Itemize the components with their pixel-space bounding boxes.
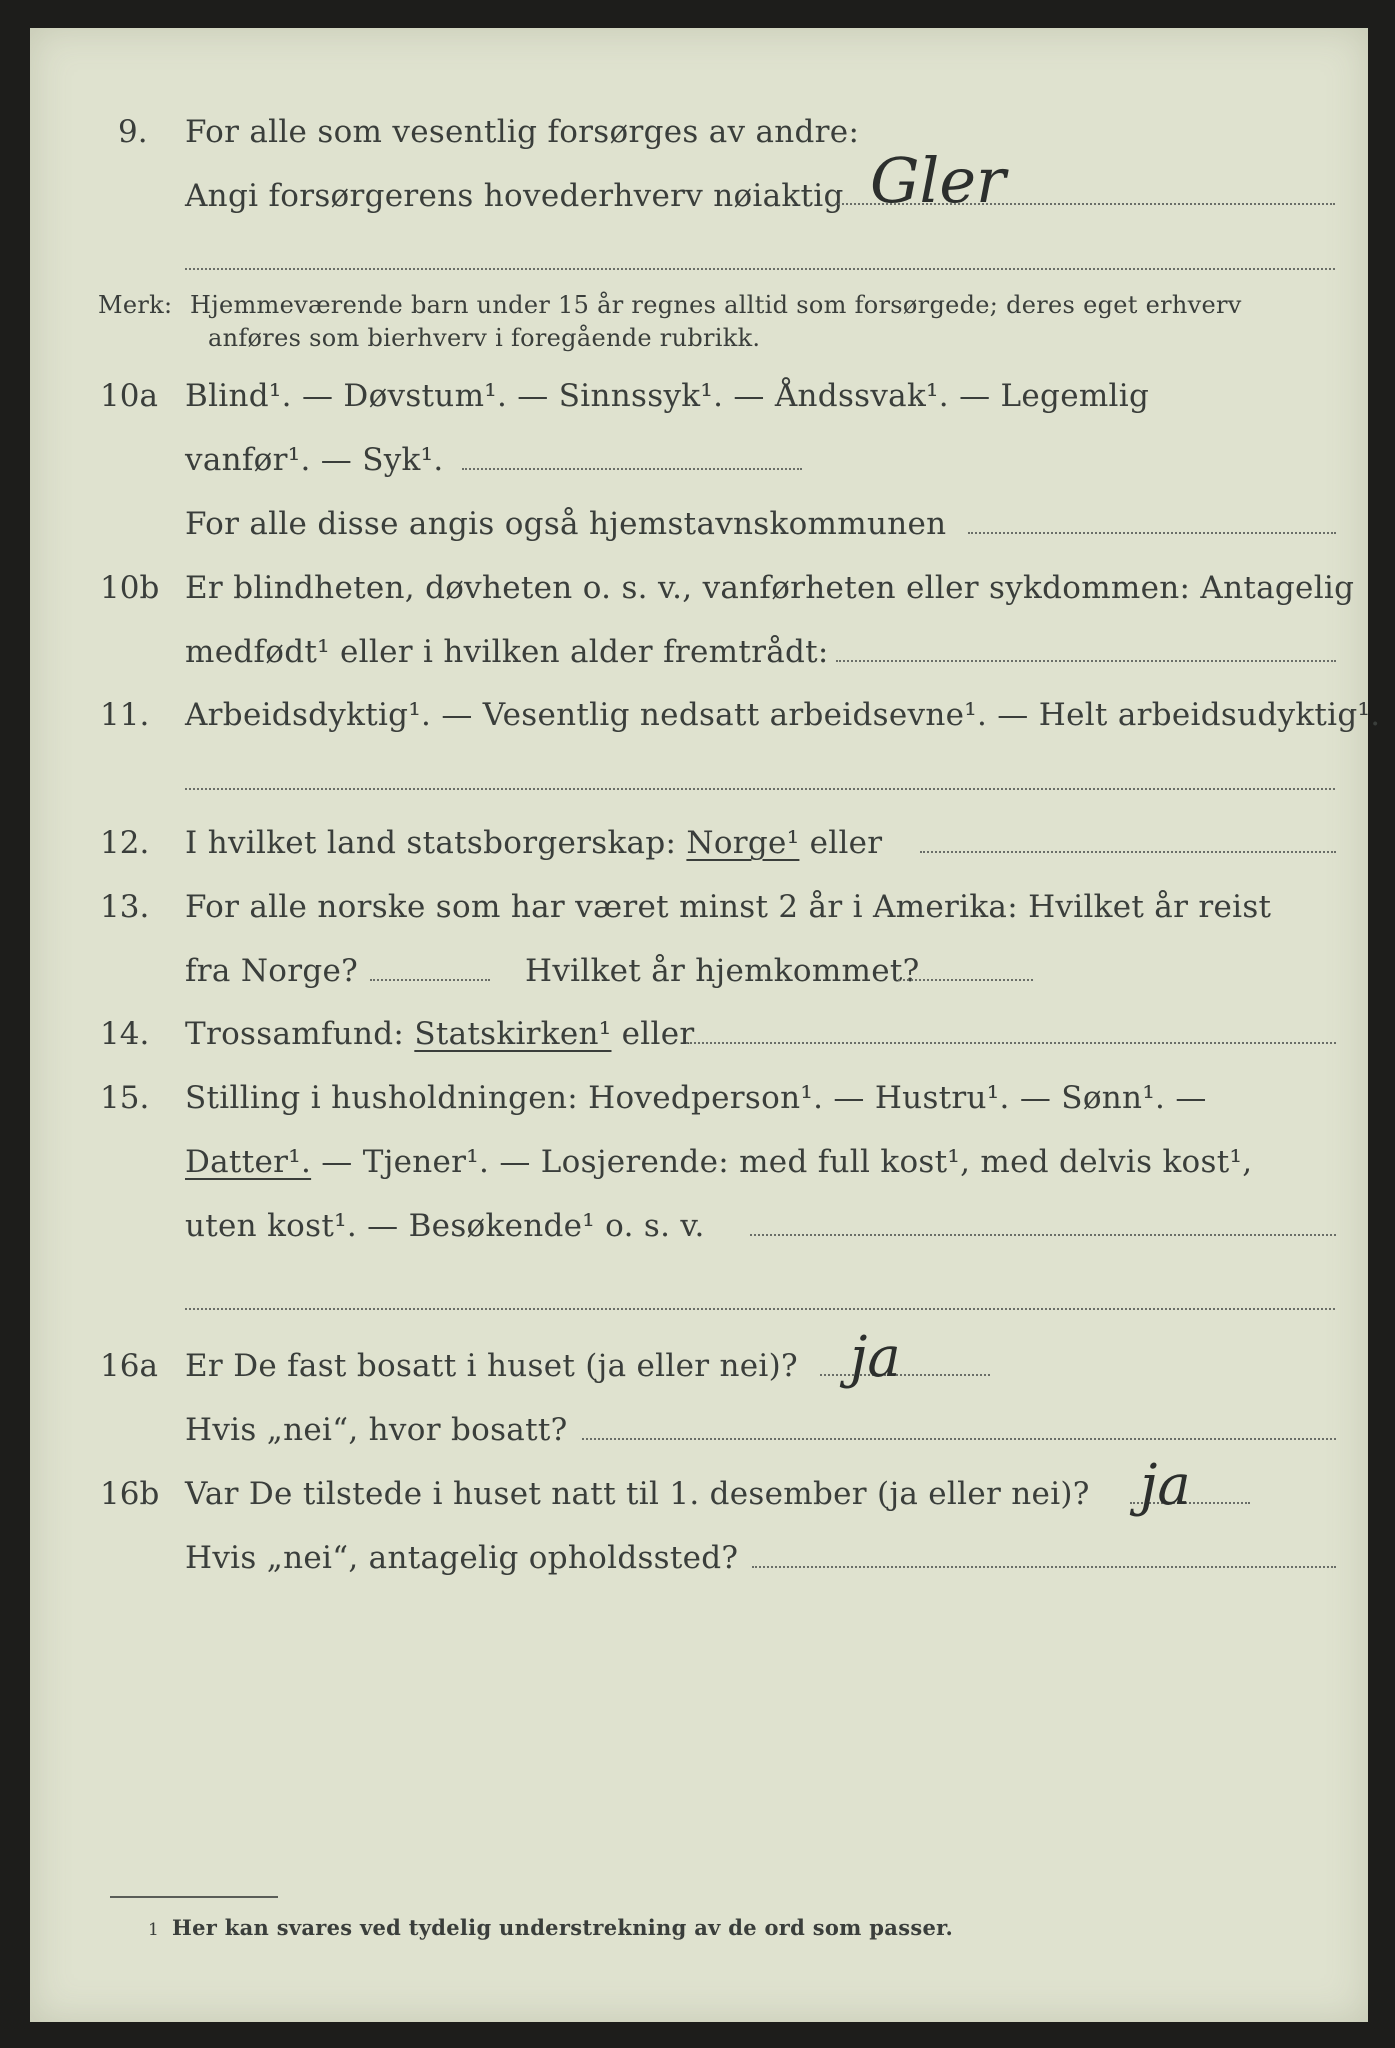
question-13-line-1: For alle norske som har været minst 2 år i Amerika: Hvilket år reist — [185, 889, 1272, 925]
merk-label: Merk: — [98, 291, 173, 319]
question-14-line — [185, 1014, 695, 1054]
answer-line — [686, 1042, 1336, 1044]
question-13-number: 13. — [100, 889, 150, 925]
question-14-prefix: Trossamfund: — [185, 1016, 405, 1052]
question-10b-line-2: medfødt¹ eller i hvilken alder fremtrådt: — [185, 634, 829, 670]
footnote-rule — [110, 1896, 278, 1898]
answer-line — [752, 1566, 1336, 1568]
question-16a-line-1: Er De fast bosatt i huset (ja eller nei)? — [185, 1348, 798, 1384]
answer-line — [185, 788, 1335, 790]
question-11-line-1: Arbeidsdyktig¹. — Vesentlig nedsatt arbeidsevne¹. — Helt arbeidsudyktig¹. — [185, 697, 1381, 733]
question-14-suffix: eller — [621, 1016, 695, 1052]
question-13-line-2b: Hvilket år hjemkommet? — [525, 953, 920, 989]
question-15-line-1: Stilling i husholdningen: Hovedperson¹. — Hustru¹. — Sønn¹. — — [185, 1080, 1207, 1116]
question-12-underlined-answer: Norge¹ — [686, 825, 800, 861]
answer-line — [920, 851, 1336, 853]
merk-line-1: Hjemmeværende barn under 15 år regnes alltid som forsørgede; deres eget erhverv — [190, 291, 1242, 319]
answer-line — [836, 660, 1336, 662]
answer-line — [582, 1438, 1336, 1440]
footnote-mark: 1 — [148, 1920, 160, 1940]
answer-line — [968, 532, 1336, 534]
question-10a-line-3: For alle disse angis også hjemstavnskommunen — [185, 506, 947, 542]
question-16a-line-2: Hvis „nei“, hvor bosatt? — [185, 1412, 568, 1448]
question-11-number: 11. — [100, 697, 150, 733]
question-10b-number: 10b — [100, 570, 160, 606]
answer-line — [462, 468, 802, 470]
question-12-prefix: I hvilket land statsborgerskap: — [185, 825, 677, 861]
merk-line-2: anføres som bierhverv i foregående rubrikk. — [208, 324, 761, 352]
question-14-number: 14. — [100, 1016, 150, 1052]
answer-line — [370, 979, 490, 981]
question-9-number: 9. — [118, 114, 148, 150]
question-10a-number: 10a — [100, 378, 158, 414]
answer-line — [750, 1234, 1336, 1236]
question-10a-line-1: Blind¹. — Døvstum¹. — Sinnssyk¹. — Åndssvak¹. — Legemlig — [185, 378, 1150, 414]
question-16b-line-2: Hvis „nei“, antagelig opholdssted? — [185, 1540, 739, 1576]
answer-line — [185, 1308, 1335, 1310]
question-15-underlined-answer: Datter¹. — [185, 1144, 312, 1180]
question-10a-line-2: vanfør¹. — Syk¹. — [185, 442, 444, 478]
question-12-line — [185, 823, 882, 863]
question-16b-number: 16b — [100, 1476, 160, 1512]
question-15-line-3: uten kost¹. — Besøkende¹ o. s. v. — [185, 1208, 705, 1244]
footnote-text: Her kan svares ved tydelig understrekning av de ord som passer. — [172, 1915, 954, 1940]
question-16b-line-1: Var De tilstede i huset natt til 1. desember (ja eller nei)? — [185, 1476, 1090, 1512]
question-9-line-2: Angi forsørgerens hovederhverv nøiaktig — [185, 178, 844, 214]
question-15-line-2 — [185, 1142, 1252, 1182]
question-15-number: 15. — [100, 1080, 150, 1116]
answer-line — [898, 979, 1033, 981]
question-12-suffix: eller — [809, 825, 883, 861]
handwritten-answer-9: Gler — [870, 144, 1006, 217]
question-16a-number: 16a — [100, 1348, 158, 1384]
question-15-line-2-rest: — Tjener¹. — Losjerende: med full kost¹, med delvis kost¹, — [321, 1144, 1253, 1180]
handwritten-answer-16b: ja — [1140, 1453, 1191, 1518]
answer-line — [820, 1374, 990, 1376]
question-10b-line-1: Er blindheten, døvheten o. s. v., vanførheten eller sykdommen: Antagelig — [185, 570, 1355, 606]
question-9-line-1: For alle som vesentlig forsørges av andre: — [185, 114, 860, 150]
handwritten-answer-16a: ja — [850, 1325, 901, 1390]
answer-line — [185, 268, 1335, 270]
question-13-line-2a: fra Norge? — [185, 953, 359, 989]
question-14-underlined-answer: Statskirken¹ — [414, 1016, 612, 1052]
census-form-page — [30, 28, 1381, 2022]
question-12-number: 12. — [100, 825, 150, 861]
